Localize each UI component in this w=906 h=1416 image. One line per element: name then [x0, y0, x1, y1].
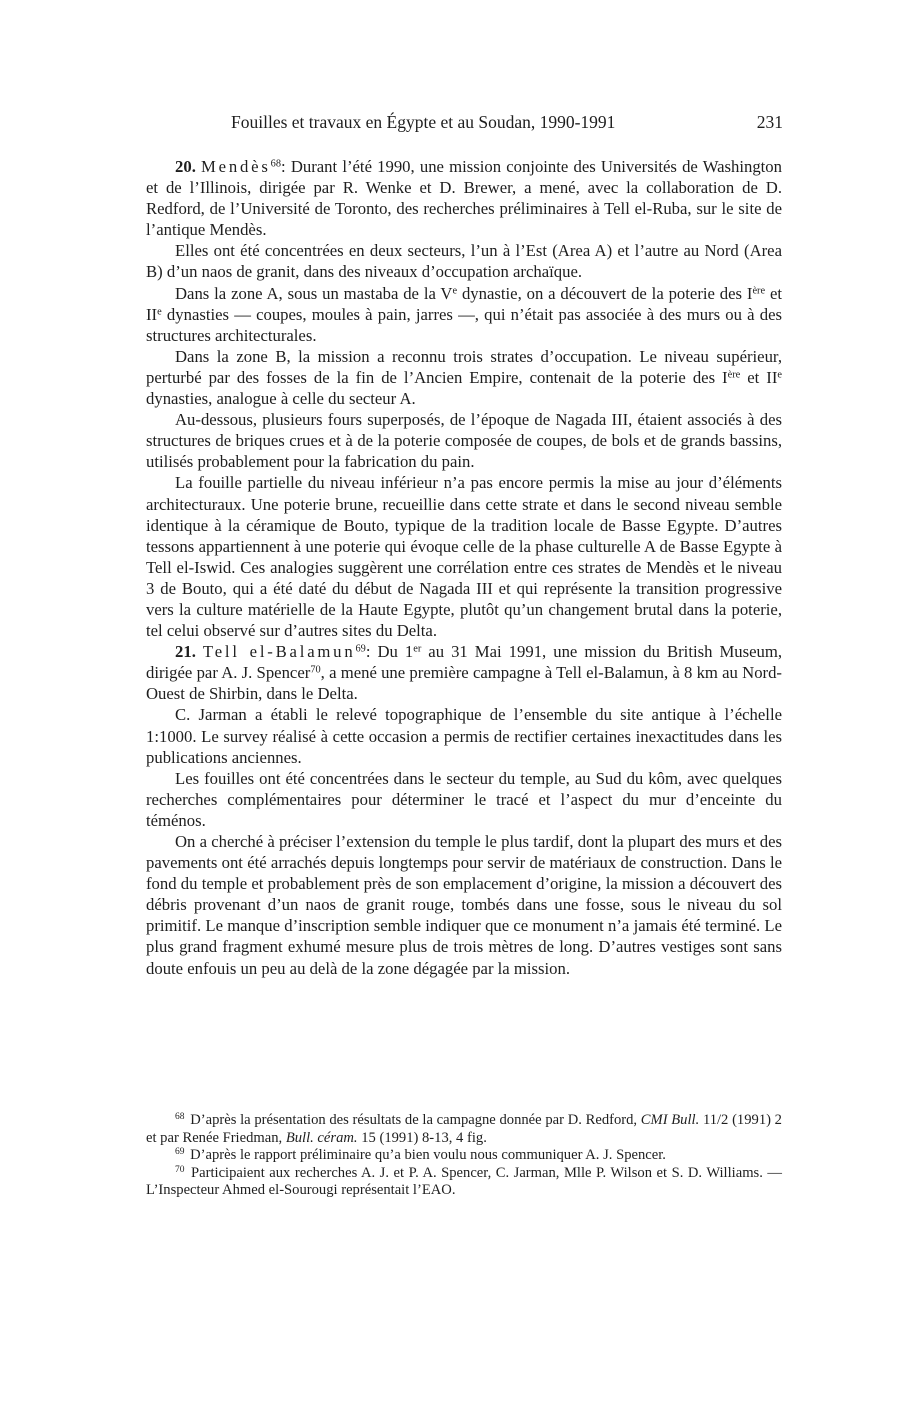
footnote-ref: 68: [270, 158, 282, 170]
section-21-paragraph-1: [146, 641, 782, 704]
footnote-number: 68: [175, 1112, 185, 1123]
section-20-paragraph-1: [146, 156, 782, 240]
section-number: 21.: [175, 642, 196, 662]
paragraph-text: au 31 Mai 1991, une mission du British Museum, dirigée par A. J. Spencer: [146, 642, 783, 683]
paragraph-text: , a mené une première campagne à Tell el-Balamun, à 8 km au Nord-Ouest de Shirbin, dans le Delta.: [146, 663, 782, 704]
section-name: Mendès: [201, 157, 271, 176]
paragraph-text: dynastie, on a découvert de la poterie des I: [457, 283, 753, 303]
superscript: er: [413, 643, 422, 655]
footnote-ref: 69: [355, 643, 366, 655]
running-title: Fouilles et travaux en Égypte et au Soudan, 1990-1991: [231, 112, 616, 132]
section-20-paragraph-2: Elles ont été concentrées en deux secteurs, l’un à l’Est (Area A) et l’autre au Nord (Area B) d’un naos de granit, dans des niveaux d’occupation archaïque.: [146, 241, 782, 282]
superscript: e: [452, 284, 458, 296]
section-20-paragraph-5: Au-dessous, plusieurs fours superposés, de l’époque de Nagada III, étaient associés à des structures de briques crues et à de la poterie composée de coupes, de bols et de grands bassins, utilisés probablement pour la fabrication du pain.: [146, 410, 782, 472]
section-21-paragraph-2: C. Jarman a établi le relevé topographique de l’ensemble du site antique à l’échelle 1:1000. Le survey réalisé à cette occasion a permis de rectifier certaines inexactitudes dans les publications anciennes.: [146, 705, 782, 767]
journal-title: Bull. céram.: [285, 1129, 358, 1146]
section-21-paragraph-4: On a cherché à préciser l’extension du temple le plus tardif, dont la plupart des murs et des pavements ont été arrachés depuis longtemps pour servir de matériaux de construction. Dans le fond du temple et probablement près de son emplacement d’origine, la mission a découvert des débris provenant d’un naos de granit rouge, tombés dans une fosse, sous le niveau du sol primitif. Le manque d’inscription semble indiquer que ce monument n’a jamais été terminé. Le plus grand fragment exhumé mesure plus de trois mètres de long. D’autres vestiges sont sans doute enfouis un peu au delà de la zone dégagée par la mission.: [146, 832, 782, 978]
section-20-paragraph-4: [146, 346, 782, 409]
footnote-text: Participaient aux recherches A. J. et P. A. Spencer, C. Jarman, Mlle P. Wilson et S. D. Williams. — L’Inspecteur Ahmed el-Sourougi représentait l’EAO.: [146, 1164, 782, 1199]
superscript: ère: [752, 284, 766, 296]
body-text: [146, 156, 782, 979]
paragraph-text: et II: [146, 283, 782, 324]
footnote-text: 15 (1991) 8-13, 4 fig.: [357, 1129, 487, 1146]
section-20-paragraph-6: La fouille partielle du niveau inférieur n’a pas encore permis la mise au jour d’éléments architecturaux. Une poterie brune, recueillie dans cette strate et dans le second niveau semble identique à la céramique de Bouto, typique de la tradition locale de Basse Egypte. D’autres tessons appartiennent à une poterie qui évoque celle de la phase culturelle A de Basse Egypte à Tell el-Iswid. Ces analogies suggèrent une corrélation entre ces strates de Mendès et le niveau 3 de Bouto, qui a été daté du début de Nagada III et qui représente la transition progressive vers la culture matérielle de la Haute Egypte, plutôt qu’un changement brutal dans la poterie, tel celui observé sur d’autres sites du Delta.: [146, 473, 782, 641]
section-number: 20.: [175, 157, 196, 176]
paragraph-text: Dans la zone A, sous un mastaba de la V: [175, 283, 453, 303]
paragraph-text: : Du 1: [365, 642, 414, 662]
footnote-70: [146, 1165, 782, 1200]
paragraph-text: dynasties, analogue à celle du secteur A.: [146, 389, 416, 409]
superscript: ère: [727, 369, 741, 381]
superscript: e: [777, 369, 782, 381]
footnote-number: 70: [175, 1165, 185, 1176]
section-name: Tell el-Balamun: [202, 642, 356, 662]
journal-title: CMI Bull.: [640, 1112, 700, 1128]
footnote-text: 11/2 (1991) 2 et par Renée Friedman,: [146, 1112, 782, 1146]
paragraph-text: : Durant l’été 1990, une mission conjointe des Universités de Washington et de l’Illinois, dirigée par R. Wenke et D. Brewer, a mené, avec la collaboration de D. Redford, de l’Université de Toronto, des recherches préliminaires à Tell el-Ruba, sur le site de l’antique Mendès.: [146, 157, 782, 240]
paragraph-text: dynasties — coupes, moules à pain, jarres —, qui n’était pas associée à des murs ou à des structures architecturales.: [146, 304, 782, 345]
footnote-68: [146, 1112, 782, 1147]
footnote-text: D’après le rapport préliminaire qu’a bien voulu nous communiquer A. J. Spencer.: [186, 1147, 666, 1164]
footnote-ref: 70: [310, 664, 321, 676]
page-number: 231: [756, 112, 783, 132]
paragraph-text: Dans la zone B, la mission a reconnu trois strates d’occupation. Le niveau supérieur, perturbé par des fosses de la fin de l’Ancien Empire, contenait de la poterie des I: [146, 346, 782, 387]
footnote-number: 69: [175, 1147, 185, 1158]
paragraph-text: et II: [740, 367, 778, 387]
footnote-69: [146, 1147, 782, 1165]
page-header: [146, 112, 783, 138]
section-21-paragraph-3: Les fouilles ont été concentrées dans le secteur du temple, au Sud du kôm, avec quelques recherches complémentaires pour déterminer le tracé et l’aspect du mur d’enceinte du téménos.: [146, 768, 782, 830]
section-20-paragraph-3: [146, 283, 782, 346]
superscript: e: [157, 305, 162, 317]
footnotes: [146, 1112, 782, 1200]
footnote-text: D’après la présentation des résultats de la campagne donnée par D. Redford,: [186, 1112, 641, 1128]
